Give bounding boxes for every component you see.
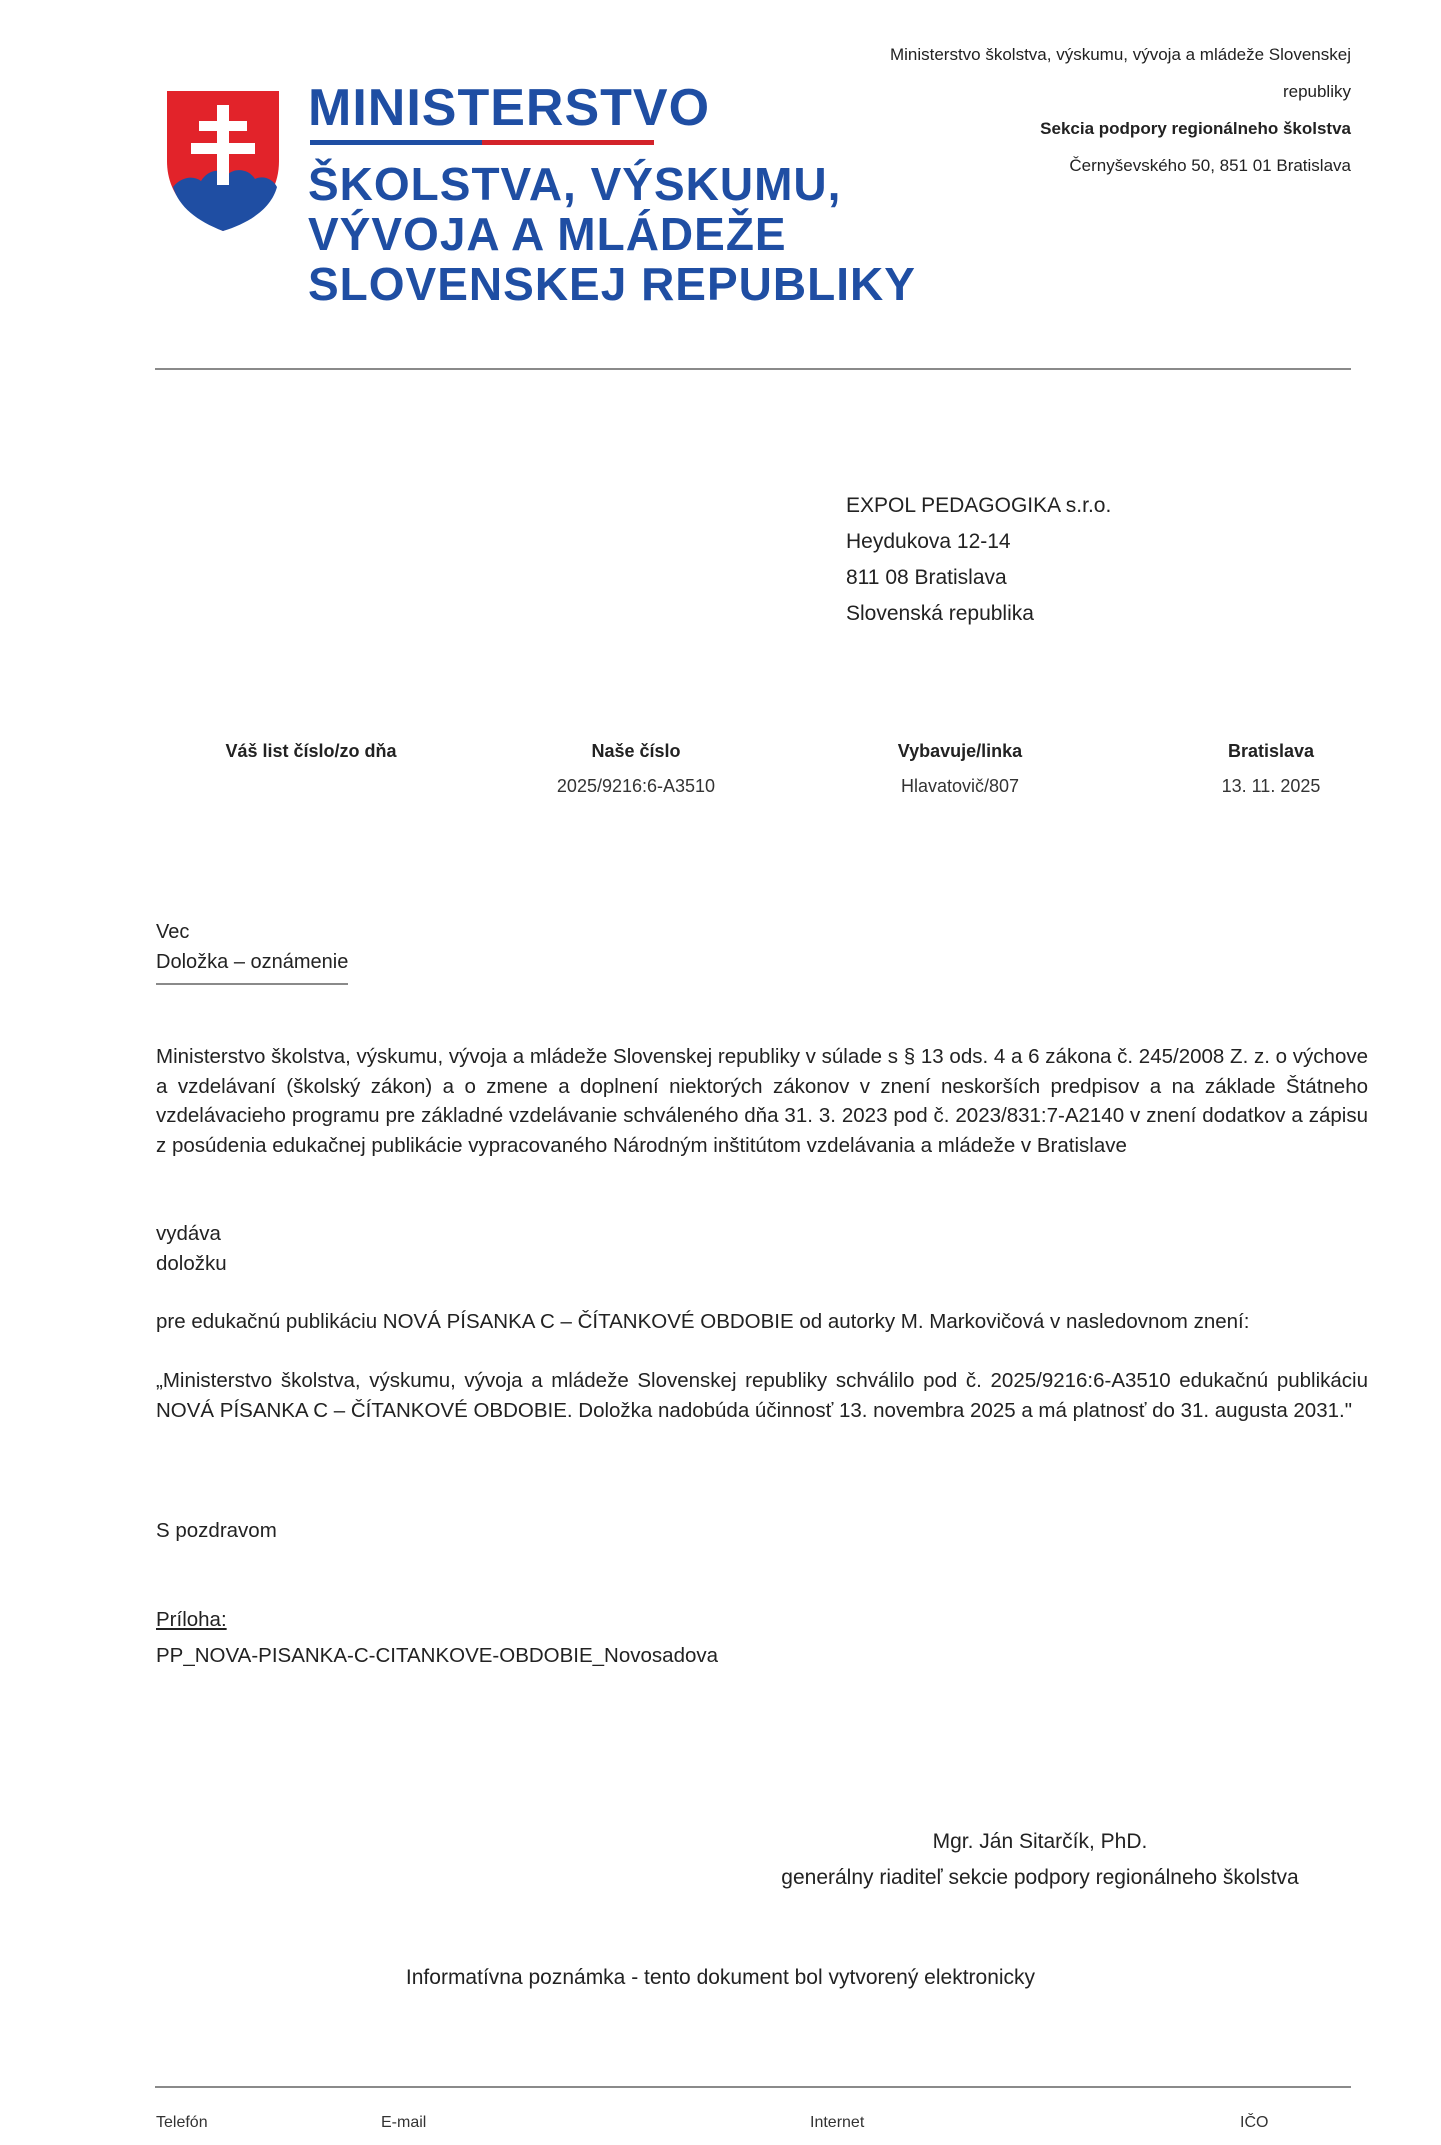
addressee-line-2: Heydukova 12-14 bbox=[846, 530, 1011, 553]
ref-place-label: Bratislava bbox=[1227, 741, 1315, 761]
ref-date-value: 13. 11. 2025 bbox=[1221, 776, 1321, 796]
logo-line-1: MINISTERSTVO bbox=[308, 79, 711, 137]
body-paragraph-1: Ministerstvo školstva, výskumu, vývoja a mládeže Slovenskej republiky v súlade s § 13 ods. 4 a 6 zákona č. 245/2008 Z. z. o výchove a vzdelávaní (školský zákon) a o zmene a doplnení niektorých zákonov v znení neskorších predpisov a na základe Štátneho vzdelávacieho programu pre základné vzdelávanie schváleného dňa 31. 3. 2023 pod č. 2023/831:7-A2140 v znení dodatkov a zápisu z posúdenia edukačnej publikácie vypracovaného Národným inštitútom vzdelávania a mládeže v Bratislave bbox=[156, 1045, 1368, 1157]
header-divider bbox=[155, 368, 1351, 370]
footer-ico-label: IČO bbox=[1240, 2114, 1269, 2131]
ref-handled-by-label: Vybavuje/linka bbox=[897, 741, 1023, 761]
body-quote: „Ministerstvo školstva, výskumu, vývoja a mládeže Slovenskej republiky schválilo pod č. 2025/9216:6-A3510 edukačnú publikáciu NOVÁ PÍSANKA C – ČÍTANKOVÉ OBDOBIE. Doložka nadobúda účinnosť 13. novembra 2025 a má platnosť do 31. augusta 2031." bbox=[156, 1369, 1368, 1422]
footer-divider bbox=[155, 2086, 1351, 2088]
ref-handled-by bbox=[810, 741, 1110, 798]
greeting: S pozdravom bbox=[156, 1519, 277, 1542]
addressee-block bbox=[846, 488, 1111, 632]
logo-color-rule bbox=[310, 140, 654, 145]
ref-place-date bbox=[1121, 741, 1421, 798]
footer-phone-label: Telefón bbox=[156, 2114, 208, 2131]
logo-line-3: VÝVOJA A MLÁDEŽE bbox=[308, 208, 787, 260]
footer-internet-label: Internet bbox=[810, 2114, 865, 2131]
ref-your-letter-value bbox=[161, 776, 461, 798]
body-clause: doložku bbox=[156, 1252, 227, 1275]
addressee-line-4: Slovenská republika bbox=[846, 602, 1034, 625]
ref-your-letter-label: Váš list číslo/zo dňa bbox=[225, 741, 397, 761]
ref-our-number-label: Naše číslo bbox=[591, 741, 681, 761]
ref-our-number-value: 2025/9216:6-A3510 bbox=[556, 776, 716, 796]
org-section: Sekcia podpory regionálneho školstva bbox=[1040, 119, 1351, 138]
org-name-line-1: Ministerstvo školstva, výskumu, vývoja a mládeže Slovenskej bbox=[889, 45, 1351, 64]
subject-block bbox=[156, 917, 348, 977]
logo-line-4: SLOVENSKEJ REPUBLIKY bbox=[308, 258, 916, 310]
body-paragraph-2: pre edukačnú publikáciu NOVÁ PÍSANKA C – ČÍTANKOVÉ OBDOBIE od autorky M. Markovičová v nasledovnom znení: bbox=[156, 1310, 1250, 1333]
subject-label: Vec bbox=[156, 921, 190, 943]
addressee-line-3: 811 08 Bratislava bbox=[846, 566, 1007, 589]
ref-your-letter bbox=[161, 741, 461, 798]
signatory-name: Mgr. Ján Sitarčík, PhD. bbox=[932, 1830, 1148, 1853]
ref-our-number bbox=[486, 741, 786, 798]
addressee-line-1: EXPOL PEDAGOGIKA s.r.o. bbox=[846, 494, 1112, 517]
signatory-title: generálny riaditeľ sekcie podpory regionálneho školstva bbox=[781, 1866, 1299, 1889]
subject-underline bbox=[156, 983, 348, 985]
sender-block bbox=[851, 36, 1351, 184]
informative-note: Informatívna poznámka - tento dokument bol vytvorený elektronicky bbox=[405, 1966, 1036, 1989]
coat-of-arms-icon bbox=[167, 91, 279, 231]
ministry-logo bbox=[308, 79, 916, 310]
footer-email-label: E-mail bbox=[381, 2114, 427, 2131]
org-address: Černyševského 50, 851 01 Bratislava bbox=[1069, 156, 1351, 175]
attachment-value: PP_NOVA-PISANKA-C-CITANKOVE-OBDOBIE_Novosadova bbox=[156, 1644, 719, 1667]
subject-title: Doložka – oznámenie bbox=[156, 951, 349, 973]
ref-handled-by-value: Hlavatovič/807 bbox=[900, 776, 1020, 796]
org-name-line-2: republiky bbox=[1282, 82, 1351, 101]
logo-line-2: ŠKOLSTVA, VÝSKUMU, bbox=[308, 158, 842, 210]
body-issues: vydáva bbox=[156, 1222, 221, 1245]
attachment-label: Príloha: bbox=[156, 1608, 227, 1631]
signature-block bbox=[760, 1824, 1320, 1896]
